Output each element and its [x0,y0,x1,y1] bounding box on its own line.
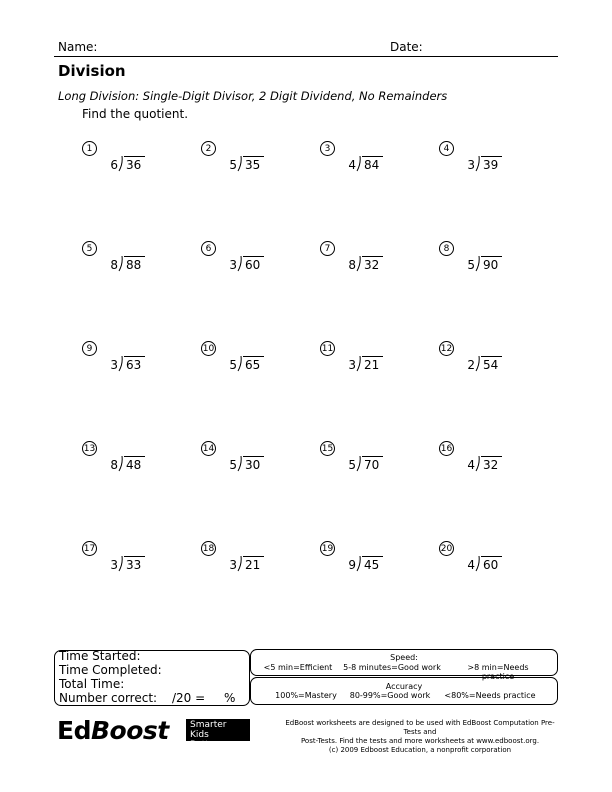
division-problem [439,541,539,601]
division-bracket-icon [237,256,243,271]
division-bracket-icon [475,156,481,171]
dividend: 48 [124,456,145,472]
division-bracket-icon [475,456,481,471]
divisor: 5 [229,458,237,472]
dividend: 90 [481,256,502,272]
division-problem [82,541,182,601]
division-problem [82,141,182,201]
division-problem [320,541,420,601]
division-bracket-icon [237,556,243,571]
problem-number: 4 [439,141,454,156]
division-expression [104,256,145,272]
instruction-text: Find the quotient. [82,107,189,121]
division-expression [223,456,264,472]
division-expression [104,356,145,372]
logo-boost-text: Boost [90,716,169,745]
division-expression [342,256,383,272]
problem-number: 10 [201,341,216,356]
division-bracket-icon [475,256,481,271]
speed-item: 5-8 minutes=Good work [343,663,441,672]
problem-number: 14 [201,441,216,456]
problem-number: 12 [439,341,454,356]
division-expression [104,156,145,172]
header-rule [54,56,558,57]
divisor: 8 [110,258,118,272]
problem-number: 11 [320,341,335,356]
divisor: 3 [229,258,237,272]
speed-item: >8 min=Needs practice [467,663,529,681]
tagline-line1: Smarter Kids [190,720,227,740]
division-problem [320,441,420,501]
division-bracket-icon [475,356,481,371]
time-completed-label: Time Completed: [59,663,162,677]
divisor: 5 [229,158,237,172]
problem-number: 7 [320,241,335,256]
dividend: 45 [362,556,383,572]
division-expression [461,256,502,272]
name-label: Name: [58,40,98,54]
dividend: 88 [124,256,145,272]
division-problem [201,241,301,301]
division-problem [82,441,182,501]
footer-note-line3: (c) 2009 Edboost Education, a nonprofit corporation [328,746,512,754]
problem-number: 5 [82,241,97,256]
total-time-label: Total Time: [59,677,125,691]
problem-number: 8 [439,241,454,256]
division-bracket-icon [237,456,243,471]
tagline-box [186,719,250,760]
division-problem [320,141,420,201]
problem-number: 20 [439,541,454,556]
problem-number: 2 [201,141,216,156]
division-expression [104,556,145,572]
date-label: Date: [390,40,423,54]
division-bracket-icon [118,356,124,371]
dividend: 21 [362,356,383,372]
footer-note [280,719,560,755]
dividend: 36 [124,156,145,172]
divisor: 5 [229,358,237,372]
dividend: 63 [124,356,145,372]
division-expression [223,356,264,372]
dividend: 21 [243,556,264,572]
division-problem [439,441,539,501]
dividend: 30 [243,456,264,472]
accuracy-item: 80-99%=Good work [349,691,431,700]
problem-number: 17 [82,541,97,556]
divisor: 4 [467,458,475,472]
divisor: 2 [467,358,475,372]
tagline-line2: Better World [190,740,219,760]
number-correct-label: Number correct: [59,691,158,705]
problem-number: 16 [439,441,454,456]
dividend: 60 [243,256,264,272]
division-expression [461,556,502,572]
divisor: 3 [348,358,356,372]
division-problem [201,341,301,401]
division-expression [461,356,502,372]
division-problem [201,441,301,501]
divisor: 8 [110,458,118,472]
problem-number: 18 [201,541,216,556]
accuracy-item: 100%=Mastery [275,691,337,700]
divisor: 3 [110,558,118,572]
division-problem [82,341,182,401]
division-problem [201,141,301,201]
division-bracket-icon [356,256,362,271]
division-problem [439,241,539,301]
divisor: 4 [348,158,356,172]
dividend: 54 [481,356,502,372]
time-started-label: Time Started: [59,649,141,663]
footer-note-line1: EdBoost worksheets are designed to be used with EdBoost Computation Pre-Tests and [285,719,555,736]
divisor: 3 [467,158,475,172]
dividend: 65 [243,356,264,372]
division-expression [223,256,264,272]
division-expression [461,456,502,472]
divisor: 5 [467,258,475,272]
division-expression [342,156,383,172]
division-expression [223,156,264,172]
division-bracket-icon [356,456,362,471]
division-bracket-icon [237,156,243,171]
problem-number: 1 [82,141,97,156]
divisor: 8 [348,258,356,272]
problem-number: 3 [320,141,335,156]
dividend: 35 [243,156,264,172]
division-bracket-icon [475,556,481,571]
problem-number: 9 [82,341,97,356]
problem-number: 6 [201,241,216,256]
division-problem [439,341,539,401]
division-problem [320,341,420,401]
division-bracket-icon [118,456,124,471]
division-problem [82,241,182,301]
page-title: Division [58,62,126,80]
accuracy-title: Accuracy [385,682,423,691]
division-expression [104,456,145,472]
dividend: 60 [481,556,502,572]
division-problem [201,541,301,601]
division-bracket-icon [118,556,124,571]
division-bracket-icon [356,356,362,371]
dividend: 32 [481,456,502,472]
logo-ed-text: Ed [57,716,91,745]
divisor: 4 [467,558,475,572]
page-subtitle: Long Division: Single-Digit Divisor, 2 Digit Dividend, No Remainders [58,89,448,103]
division-problem [439,141,539,201]
edboost-logo [57,716,169,745]
division-bracket-icon [237,356,243,371]
divisor: 9 [348,558,356,572]
division-expression [342,556,383,572]
division-expression [342,456,383,472]
division-bracket-icon [356,156,362,171]
division-bracket-icon [356,556,362,571]
speed-item: <5 min=Efficient [263,663,333,672]
dividend: 84 [362,156,383,172]
division-expression [342,356,383,372]
division-expression [461,156,502,172]
accuracy-item: <80%=Needs practice [444,691,536,700]
division-bracket-icon [118,156,124,171]
divisor: 3 [229,558,237,572]
speed-title: Speed: [390,653,418,662]
division-bracket-icon [118,256,124,271]
footer-note-line2: Post-Tests. Find the tests and more worksheets at www.edboost.org. [300,737,540,745]
division-expression [223,556,264,572]
dividend: 70 [362,456,383,472]
divisor: 5 [348,458,356,472]
division-problem [320,241,420,301]
divisor: 3 [110,358,118,372]
problem-number: 15 [320,441,335,456]
dividend: 33 [124,556,145,572]
out-of-label: /20 = [172,691,206,705]
percent-label: % [224,691,236,705]
divisor: 6 [110,158,118,172]
dividend: 32 [362,256,383,272]
dividend: 39 [481,156,502,172]
problem-number: 13 [82,441,97,456]
problem-number: 19 [320,541,335,556]
